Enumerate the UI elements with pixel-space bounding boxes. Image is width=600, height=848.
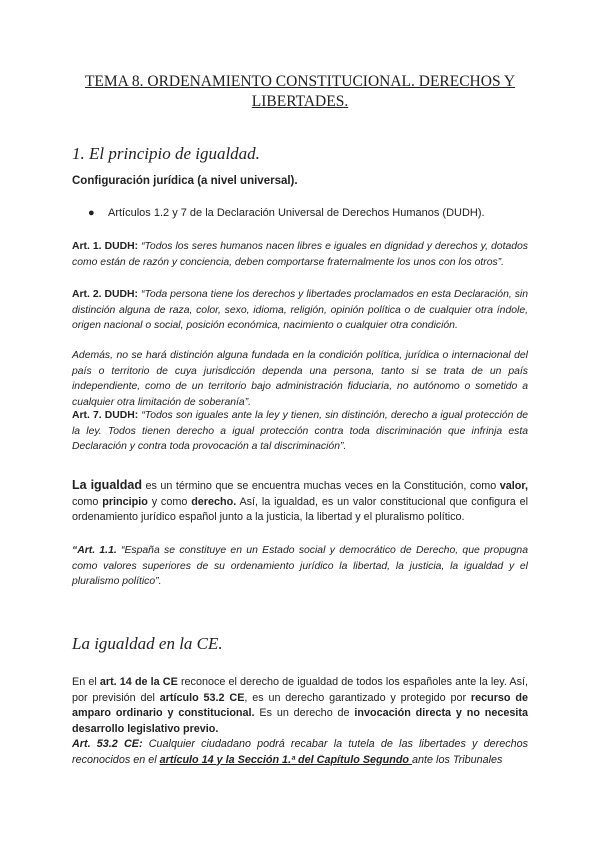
art7-paragraph: [72, 408, 528, 455]
art532-paragraph: [72, 737, 528, 768]
igualdad-valor: valor,: [499, 480, 528, 492]
art2-label: Art. 2. DUDH:: [72, 289, 138, 300]
igualdad-lead: La igualdad: [72, 478, 142, 492]
ce-recurso: recurso de amparo ordinario y constitucional.: [72, 691, 528, 719]
ce-art14: art. 14 de la CE: [99, 676, 178, 688]
bullet-text: Artículos 1.2 y 7 de la Declaración Universal de Derechos Humanos (DUDH).: [108, 207, 485, 219]
igualdad-text-1: es un término que se encuentra muchas veces en la Constitución, como: [141, 480, 500, 492]
art7-label: Art. 7. DUDH:: [72, 410, 139, 421]
section-heading-igualdad-ce: La igualdad en la CE.: [72, 634, 223, 653]
igualdad-text-4: Así, la igualdad, es un valor constitucional que configura el ordenamiento jurídico español junto a la justicia, la libertad y el pluralismo político.: [72, 495, 528, 523]
ce-text-1: En el: [72, 676, 100, 688]
art1-label: Art. 1. DUDH:: [72, 241, 139, 252]
art2-text: “Toda persona tiene los derechos y libertades proclamados en esta Declaración, sin distinción alguna de raza, color, sexo, idioma, religión, opinión política o de cualquier otra índole, origen nacional o social, posición económica, nacimiento o cualquier otra condición.: [72, 289, 528, 331]
ce-text-4: Es un derecho de: [254, 707, 355, 719]
igualdad-derecho: derecho.: [191, 495, 237, 508]
art7-text: “Todos son iguales ante la ley y tienen, sin distinción, derecho a igual protección de la ley. Todos tienen derecho a igual protección contra toda discriminación que infrinja esta Declaración y contra toda provocación a tal discriminación”.: [72, 410, 529, 452]
title-line-2: LIBERTADES.: [251, 93, 349, 110]
igualdad-text-3: y como: [147, 495, 192, 508]
ce-paragraph: [72, 675, 528, 737]
igualdad-paragraph: [72, 478, 528, 526]
bullet-item: [88, 207, 485, 219]
art2-paragraph: [72, 287, 528, 334]
art1-text: “Todos los seres humanos nacen libres e iguales en dignidad y derechos y, dotados como están de razón y conciencia, deben comportarse fraternalmente los unos con los otros”.: [72, 241, 528, 268]
section-heading-principio: 1. El principio de igualdad.: [72, 144, 260, 163]
art532-link[interactable]: artículo 14 y la Sección 1.ª del Capítulo Segundo: [159, 753, 413, 766]
art11-text: “España se constituye en un Estado social y democrático de Derecho, que propugna como valores superiores de su ordenamiento jurídico la libertad, la justicia, la igualdad y el pluralismo político”.: [72, 545, 528, 587]
ce-text-3: , es un derecho garantizado y protegido por: [244, 691, 471, 704]
title-line-1: TEMA 8. ORDENAMIENTO CONSTITUCIONAL. DERECHOS Y: [84, 73, 516, 90]
subheading-configuracion: Configuración jurídica (a nivel universal).: [72, 175, 298, 187]
page-title: [72, 72, 528, 112]
igualdad-text-2: como: [72, 495, 103, 508]
art532-text-1: Cualquier ciudadano podrá recabar la tutela de las libertades y derechos reconocidos en el: [72, 738, 528, 766]
art532-label: Art. 53.2 CE:: [72, 738, 143, 750]
ce-text-2: reconoce el derecho de igualdad de todos los españoles ante la ley. Así, por previsión del: [72, 676, 529, 704]
ce-art532: artículo 53.2 CE: [159, 691, 245, 704]
ce-invocacion: invocación directa y no necesita desarrollo legislativo previo.: [72, 707, 529, 735]
art532-text-2: ante los Tribunales: [412, 753, 503, 766]
igualdad-principio: principio: [102, 495, 148, 508]
art2-paragraph-2: Además, no se hará distinción alguna fundada en la condición política, jurídica o internacional del país o territorio de cuya jurisdicción dependa una persona, tanto si se trata de un país independiente, como de un territorio bajo administración fiduciaria, no autónomo o sometido a cualquier otra limitación de soberanía”.: [72, 350, 528, 408]
bullet-icon: ●: [88, 207, 95, 219]
art11-label: “Art. 1.1.: [72, 545, 117, 556]
art11-paragraph: [72, 543, 528, 590]
art1-paragraph: [72, 239, 528, 270]
